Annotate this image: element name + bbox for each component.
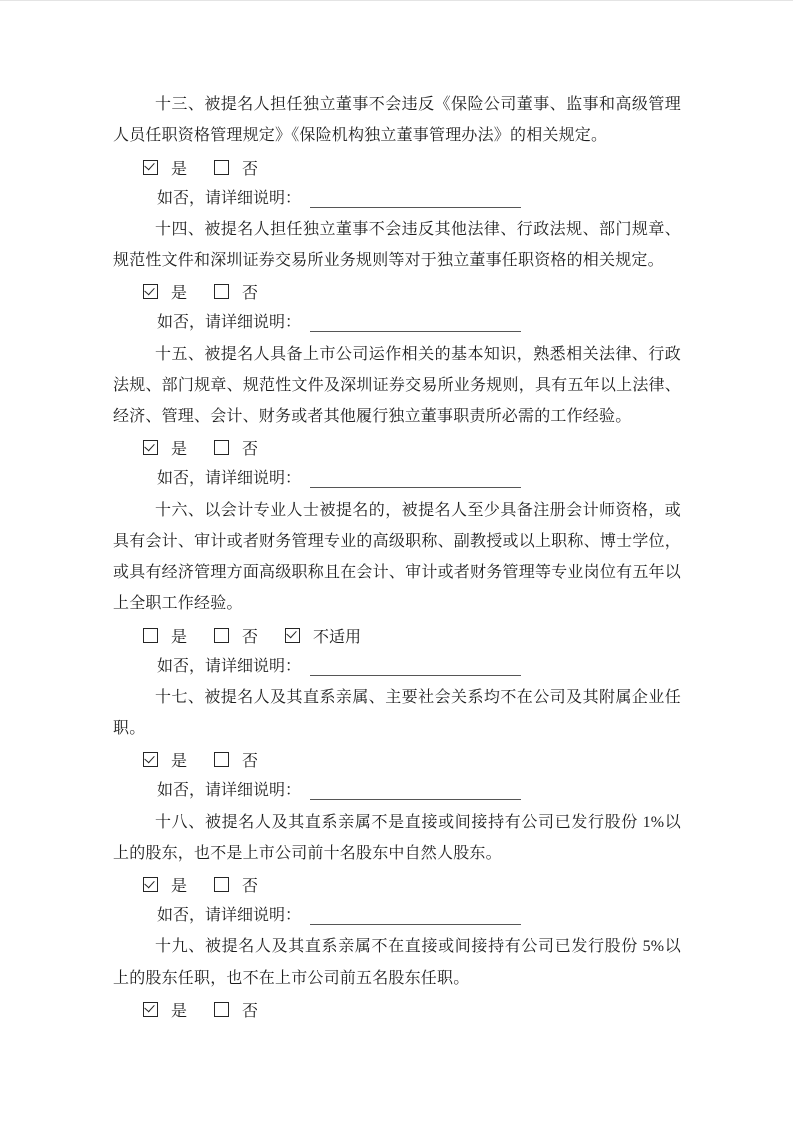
detail-prompt-row	[157, 775, 681, 806]
checkbox-icon	[214, 752, 229, 767]
checkbox-icon	[214, 628, 229, 643]
answer-option	[214, 156, 258, 179]
questionnaire-item	[113, 214, 681, 339]
answer-option-label: 否	[242, 628, 259, 646]
detail-prompt-row	[157, 307, 681, 338]
questionnaire-item	[113, 807, 681, 932]
answer-option	[214, 998, 258, 1021]
checkbox-icon	[143, 877, 158, 892]
checkbox-icon	[143, 284, 158, 299]
checkbox-icon	[143, 440, 158, 455]
answer-options-row	[143, 151, 681, 182]
answer-options-row	[143, 994, 681, 1025]
questionnaire-item	[113, 495, 681, 682]
checkbox-icon	[214, 1002, 229, 1017]
item-statement: 十三、被提名人担任独立董事不会违反《保险公司董事、监事和高级管理人员任职资格管理规定》《保险机构独立董事管理办法》的相关规定。	[113, 96, 681, 145]
answer-option-label: 是	[171, 878, 188, 896]
questionnaire-item	[113, 339, 681, 495]
detail-prompt-row	[157, 900, 681, 931]
answer-option	[214, 748, 258, 771]
answer-option-label: 否	[242, 160, 259, 178]
answer-option	[214, 280, 258, 303]
answer-option	[143, 280, 187, 303]
answer-option	[143, 998, 187, 1021]
answer-option-label: 否	[242, 285, 259, 303]
detail-prompt-label: 如否，请详细说明：	[157, 782, 302, 800]
answer-option-label: 否	[242, 753, 259, 771]
checkbox-icon	[143, 628, 158, 643]
detail-fill-in-line	[310, 487, 521, 488]
answer-option	[285, 624, 361, 647]
answer-option	[143, 873, 187, 896]
answer-options-row	[143, 432, 681, 463]
answer-option	[214, 436, 258, 459]
detail-fill-in-line	[310, 924, 521, 925]
questionnaire-item	[113, 89, 681, 214]
detail-prompt-label: 如否，请详细说明：	[157, 907, 302, 925]
detail-prompt-label: 如否，请详细说明：	[157, 189, 302, 207]
document-content	[0, 1, 793, 1025]
checkbox-icon	[143, 1002, 158, 1017]
answer-option-label: 是	[171, 160, 188, 178]
questionnaire-item	[113, 931, 681, 1025]
answer-option-label: 是	[171, 441, 188, 459]
answer-option	[143, 156, 187, 179]
answer-option	[214, 624, 258, 647]
checkbox-icon	[143, 160, 158, 175]
item-statement: 十四、被提名人担任独立董事不会违反其他法律、行政法规、部门规章、规范性文件和深圳证券交易所业务规则等对于独立董事任职资格的相关规定。	[113, 220, 681, 269]
item-statement: 十八、被提名人及其直系亲属不是直接或间接持有公司已发行股份 1%以上的股东，也不是上市公司前十名股东中自然人股东。	[113, 813, 681, 862]
answer-option	[143, 624, 187, 647]
detail-prompt-row	[157, 463, 681, 494]
answer-option-label: 否	[242, 878, 259, 896]
item-statement: 十五、被提名人具备上市公司运作相关的基本知识，熟悉相关法律、行政法规、部门规章、规范性文件及深圳证券交易所业务规则，具有五年以上法律、经济、管理、会计、财务或者其他履行独立董事职责所必需的工作经验。	[113, 345, 681, 425]
answer-option-label: 是	[171, 1002, 188, 1020]
detail-fill-in-line	[310, 331, 521, 332]
item-statement: 十九、被提名人及其直系亲属不在直接或间接持有公司已发行股份 5%以上的股东任职，也不在上市公司前五名股东任职。	[113, 938, 681, 987]
checkbox-icon	[285, 628, 300, 643]
checkbox-icon	[143, 752, 158, 767]
checkbox-icon	[214, 440, 229, 455]
answer-option-label: 否	[242, 441, 259, 459]
answer-options-row	[143, 869, 681, 900]
answer-option-label: 否	[242, 1002, 259, 1020]
item-statement: 十六、以会计专业人士被提名的，被提名人至少具备注册会计师资格，或具有会计、审计或者财务管理专业的高级职称、副教授或以上职称、博士学位，或具有经济管理方面高级职称且在会计、审计或者财务管理等专业岗位有五年以上全职工作经验。	[113, 501, 681, 613]
answer-option	[143, 436, 187, 459]
answer-option-label: 是	[171, 753, 188, 771]
answer-option-label: 是	[171, 285, 188, 303]
detail-prompt-label: 如否，请详细说明：	[157, 314, 302, 332]
detail-fill-in-line	[310, 799, 521, 800]
answer-option-label: 是	[171, 628, 188, 646]
detail-prompt-label: 如否，请详细说明：	[157, 470, 302, 488]
answer-option	[143, 748, 187, 771]
answer-options-row	[143, 744, 681, 775]
detail-prompt-row	[157, 183, 681, 214]
answer-options-row	[143, 619, 681, 650]
checkbox-icon	[214, 160, 229, 175]
answer-option	[214, 873, 258, 896]
answer-option-label: 不适用	[313, 628, 362, 646]
detail-fill-in-line	[310, 207, 521, 208]
answer-options-row	[143, 276, 681, 307]
item-statement: 十七、被提名人及其直系亲属、主要社会关系均不在公司及其附属企业任职。	[113, 688, 681, 737]
detail-fill-in-line	[310, 675, 521, 676]
checkbox-icon	[214, 877, 229, 892]
checkbox-icon	[214, 284, 229, 299]
detail-prompt-label: 如否，请详细说明：	[157, 657, 302, 675]
detail-prompt-row	[157, 651, 681, 682]
questionnaire-item	[113, 682, 681, 807]
